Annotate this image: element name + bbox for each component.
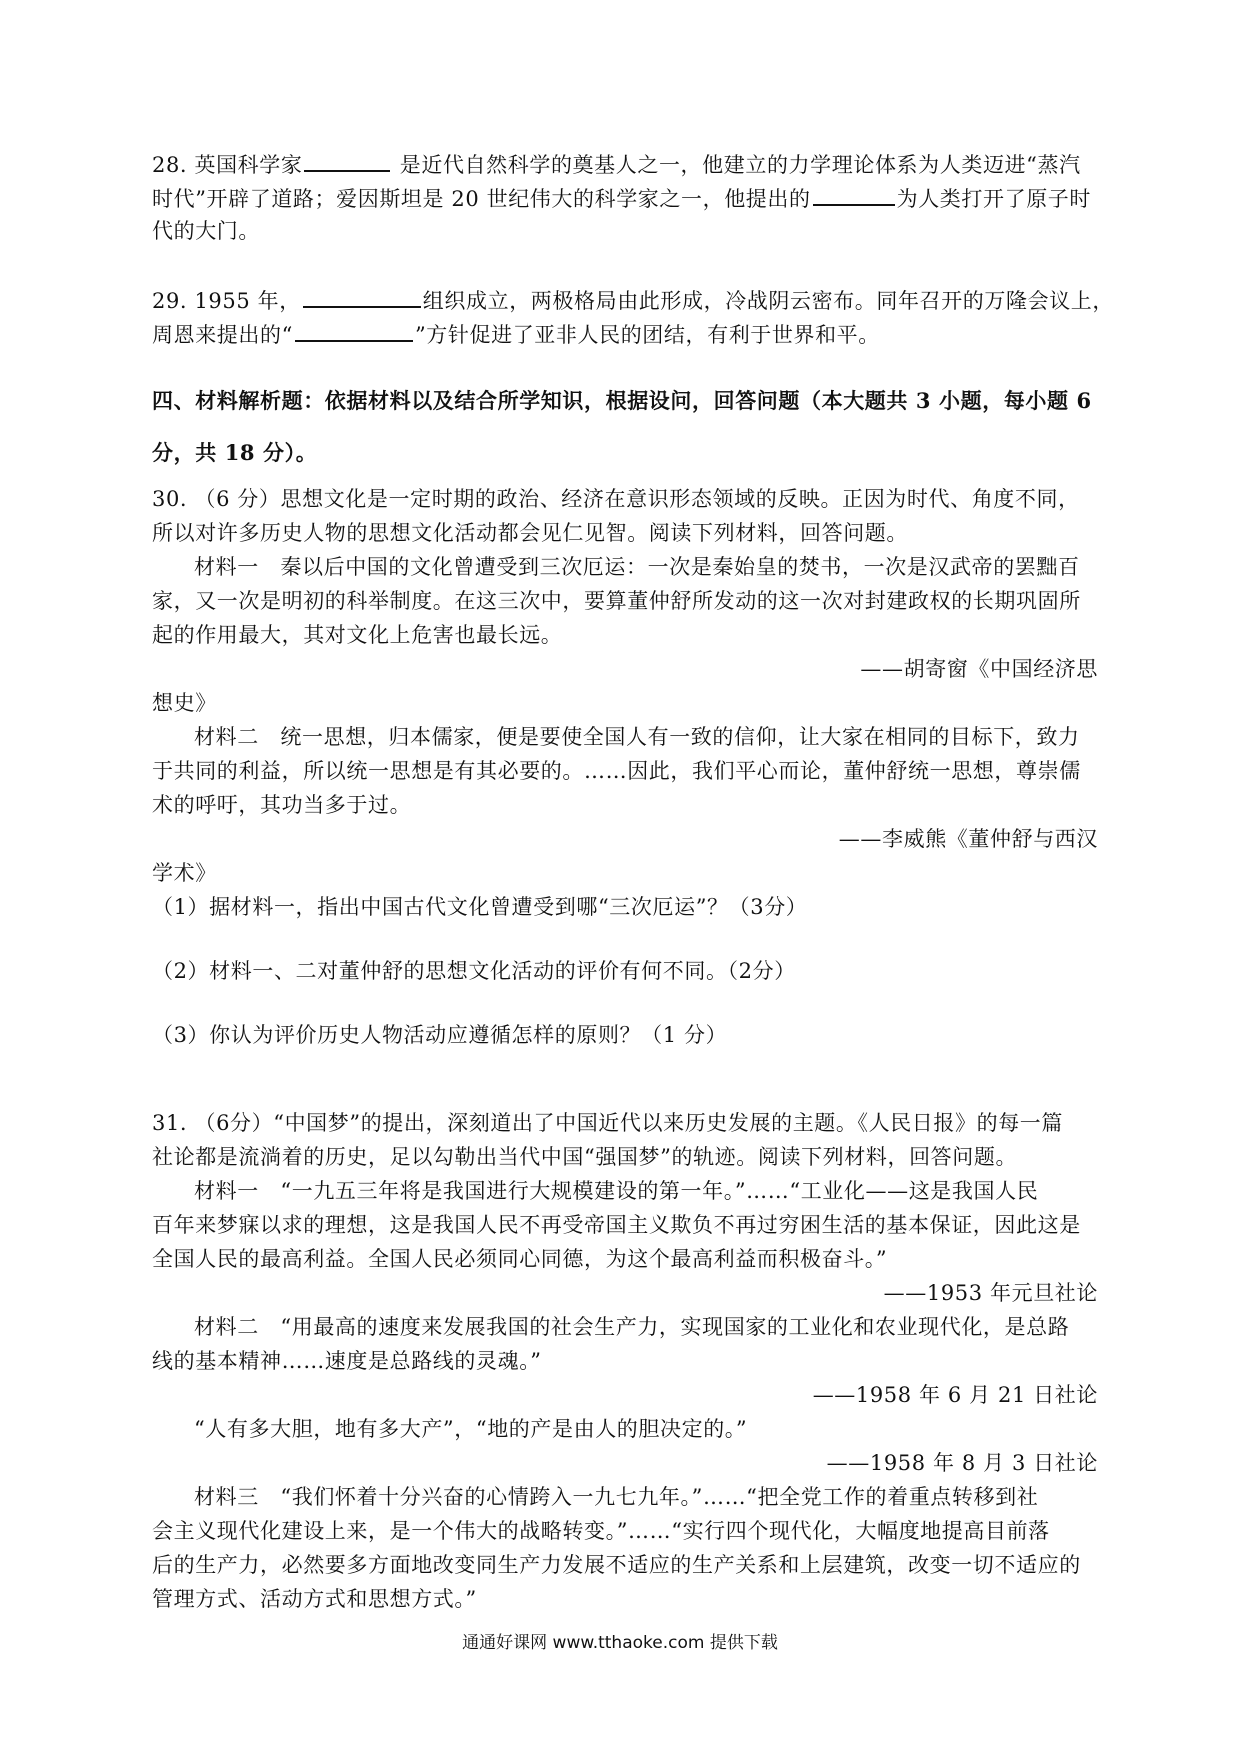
q31-material-2-line-1: 材料二 “用最高的速度来发展我国的社会生产力，实现国家的工业化和农业现代化，是总路 — [194, 1315, 1070, 1339]
q30-subquestion-1: （1）据材料一，指出中国古代文化曾遭受到哪“三次厄运”？（3分） — [152, 895, 808, 919]
q29-text: 29. 1955 年， — [152, 289, 301, 313]
answer-blank — [813, 184, 895, 206]
q31-material-1-line-3: 全国人民的最高利益。全国人民必须同心同德，为这个最高利益而积极奋斗。” — [152, 1247, 888, 1271]
q28-line-2 — [152, 184, 1098, 210]
q30-subquestion-2: （2）材料一、二对董仲舒的思想文化活动的评价有何不同。（2分） — [152, 959, 796, 983]
q30-material-1-line-2: 家，又一次是明初的科举制度。在这三次中，要算董仲舒所发动的这一次对封建政权的长期巩固所 — [152, 589, 1081, 613]
q31-line-1: 31. （6分）“中国梦”的提出，深刻道出了中国近代以来历史发展的主题。《人民日报》的每一篇 — [152, 1111, 1064, 1135]
q31-material-3-line-2: 会主义现代化建设上来，是一个伟大的战略转变。”……“实行四个现代化，大幅度地提高目前落 — [152, 1519, 1050, 1543]
q29-text: ”方针促进了亚非人民的团结，有利于世界和平。 — [414, 323, 880, 347]
q31-material-1-source: ——1953 年元旦社论 — [883, 1281, 1098, 1305]
q31-material-2-source-1: ——1958 年 6 月 21 日社论 — [812, 1383, 1098, 1407]
q31-material-1-line-1: 材料一 “一九五三年将是我国进行大规模建设的第一年。”……“工业化——这是我国人民 — [194, 1179, 1039, 1203]
q28-text: 是近代自然科学的奠基人之一，他建立的力学理论体系为人类迈进“蒸汽 — [392, 153, 1081, 177]
q30-line-2: 所以对许多历史人物的思想文化活动都会见仁见智。阅读下列材料，回答问题。 — [152, 521, 908, 545]
q30-material-2-source: ——李威熊《董仲舒与西汉 — [838, 827, 1098, 851]
q30-line-1: 30. （6 分）思想文化是一定时期的政治、经济在意识形态领域的反映。正因为时代、角度不同， — [152, 487, 1080, 511]
q30-material-2-source-cont: 学术》 — [152, 861, 217, 885]
q29-line-1 — [152, 286, 1114, 313]
answer-blank — [304, 150, 390, 172]
q30-material-2-line-3: 术的呼吁，其功当多于过。 — [152, 793, 412, 817]
q28-line-3: 代的大门。 — [152, 219, 260, 243]
q31-material-2-source-2: ——1958 年 8 月 3 日社论 — [826, 1451, 1098, 1475]
q30-material-1-source: ——胡寄窗《中国经济思 — [860, 657, 1098, 681]
answer-blank — [303, 286, 421, 308]
question-29 — [152, 286, 1114, 347]
q31-material-3-line-1: 材料三 “我们怀着十分兴奋的心情跨入一九七九年。”……“把全党工作的着重点转移到社 — [194, 1485, 1039, 1509]
q31-material-1-line-2: 百年来梦寐以求的理想，这是我国人民不再受帝国主义欺负不再过穷困生活的基本保证，因此这是 — [152, 1213, 1081, 1237]
q31-line-2: 社论都是流淌着的历史，足以勾勒出当代中国“强国梦”的轨迹。阅读下列材料，回答问题。 — [152, 1145, 1018, 1169]
q28-text: 28. 英国科学家 — [152, 153, 303, 177]
q29-line-2 — [152, 320, 1098, 346]
section-4-line-2: 分，共 18 分）。 — [152, 440, 318, 465]
q30-subquestion-3: （3）你认为评价历史人物活动应遵循怎样的原则？（1 分） — [152, 1023, 728, 1047]
answer-blank — [295, 320, 413, 342]
q30-material-1-source-cont: 想史》 — [152, 691, 217, 715]
q31-material-2-line-2: 线的基本精神……速度是总路线的灵魂。” — [152, 1349, 542, 1373]
q31-material-2-line-3: “人有多大胆，地有多大产”，“地的产是由人的胆决定的。” — [194, 1417, 748, 1441]
question-30 — [152, 486, 1098, 1048]
q30-material-2-line-1: 材料二 统一思想，归本儒家，便是要使全国人有一致的信仰，让大家在相同的目标下，致力 — [194, 725, 1080, 749]
section-4-line-1: 四、材料解析题：依据材料以及结合所学知识，根据设问，回答问题（本大题共 3 小题，每小题 6 — [152, 388, 1092, 413]
page-footer: 通通好课网 www.tthaoke.com 提供下载 — [462, 1633, 778, 1653]
q30-material-1-line-1: 材料一 秦以后中国的文化曾遭受到三次厄运：一次是秦始皇的焚书，一次是汉武帝的罢黜百 — [194, 555, 1080, 579]
q28-text: 时代”开辟了道路；爱因斯坦是 20 世纪伟大的科学家之一，他提出的 — [152, 187, 811, 211]
question-28 — [152, 150, 1098, 244]
q30-material-2-line-2: 于共同的利益，所以统一思想是有其必要的。……因此，我们平心而论，董仲舒统一思想，尊崇儒 — [152, 759, 1081, 783]
question-31 — [152, 1110, 1098, 1612]
q31-material-3-line-4: 管理方式、活动方式和思想方式。” — [152, 1587, 477, 1611]
q31-material-3-line-3: 后的生产力，必然要多方面地改变同生产力发展不适应的生产关系和上层建筑，改变一切不适应的 — [152, 1553, 1081, 1577]
section-4-heading — [152, 388, 1098, 466]
q28-text: 为人类打开了原子时 — [896, 187, 1092, 211]
q29-text: 组织成立，两极格局由此形成，冷战阴云密布。同年召开的万隆会议上， — [422, 289, 1114, 313]
q28-line-1 — [152, 150, 1098, 176]
q29-text: “ — [281, 323, 293, 347]
q30-material-1-line-3: 起的作用最大，其对文化上危害也最长远。 — [152, 623, 563, 647]
q29-text: 周恩来提出的 — [152, 323, 282, 347]
